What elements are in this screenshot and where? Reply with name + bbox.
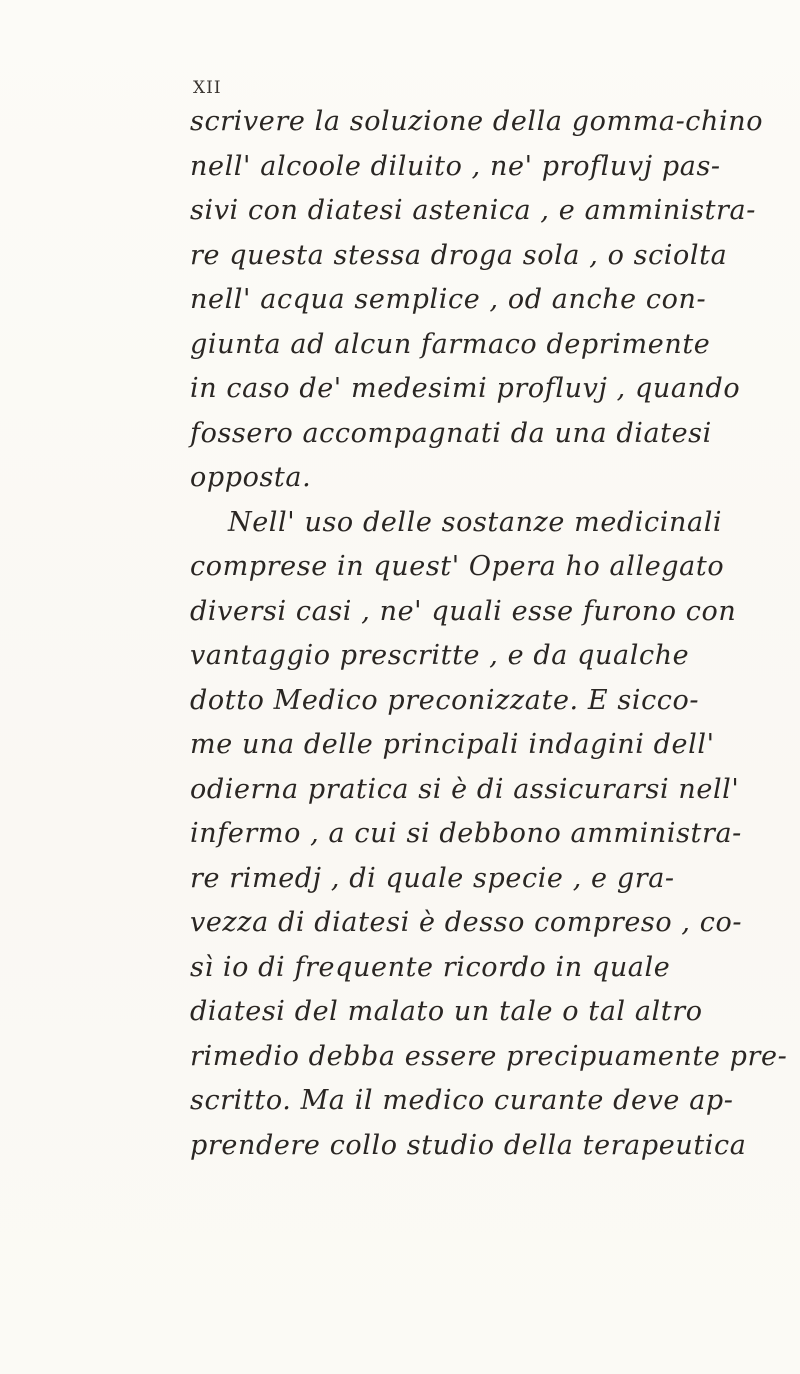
paragraph-start-line: Nell' uso delle sostanze medicinali [228,506,723,538]
text-line: infermo , a cui si debbono amministra- [190,818,742,849]
text-line: sivi con diatesi astenica , e amministra- [190,195,756,226]
text-line: fossero accompagnati da una diatesi [190,417,712,449]
text-line: me una delle principali indagini dell' [190,729,715,760]
text-line: vezza di diatesi è desso compreso , co- [190,907,743,938]
text-line: opposta. [190,462,312,493]
text-line: vantaggio prescritte , e da qualche [190,640,690,671]
text-line: dotto Medico preconizzate. E sicco- [190,684,700,716]
text-line: sì io di frequente ricordo in quale [190,951,671,983]
text-line: nell' alcoole diluito , ne' profluvj pas- [190,150,721,182]
text-line: re rimedj , di quale specie , e gra- [190,862,675,894]
text-line: in caso de' medesimi profluvj , quando [190,373,741,404]
text-line: nell' acqua semplice , od anche con- [190,284,707,315]
text-line: scritto. Ma il medico curante deve ap- [190,1085,734,1116]
body-text [190,100,790,1168]
text-line: giunta ad alcun farmaco deprimente [190,328,711,360]
text-line: comprese in quest' Opera ho allegato [190,551,725,582]
text-line: rimedio debba essere precipuamente pre- [190,1040,788,1072]
text-line: prendere collo studio della terapeutica [190,1129,747,1161]
text-line: diversi casi , ne' quali esse furono con [190,595,737,627]
page-number: XII [193,78,222,98]
text-line: diatesi del malato un tale o tal altro [190,996,703,1027]
text-line: re questa stessa droga sola , o sciolta [190,239,728,271]
text-line: scrivere la soluzione della gomma-chino [190,106,764,137]
text-line: odierna pratica si è di assicurarsi nell' [190,773,740,805]
